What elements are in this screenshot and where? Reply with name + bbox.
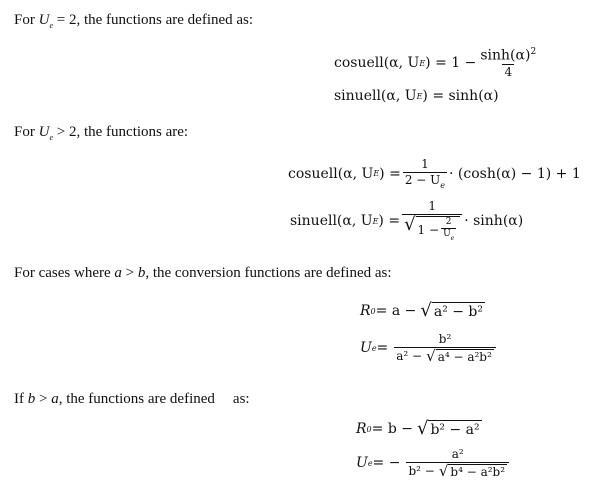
fraction <box>394 333 496 364</box>
inner-denominator: U <box>443 229 451 240</box>
eq-sign: = <box>376 340 389 357</box>
subscript: e <box>49 21 53 30</box>
text: For <box>14 12 39 28</box>
radicand: a² − b² <box>433 304 484 320</box>
paragraph-ue-greater-2 <box>14 124 188 142</box>
var-b: b <box>137 265 146 281</box>
radical-prefix: 1 − <box>417 222 440 237</box>
eq-sub: e <box>371 343 377 353</box>
eq-lhs-end: ) = <box>379 165 401 182</box>
eq-sub: e <box>367 458 373 468</box>
var-a: a <box>114 265 122 281</box>
eq-lhs: U <box>356 455 368 472</box>
eq-rhs: ) = sinh(α) <box>422 88 499 104</box>
subscript: e <box>450 235 455 243</box>
radical: √ b⁴ − a²b² <box>438 461 506 480</box>
eq-lhs: sinuell(α, U <box>334 88 417 104</box>
text: as: <box>232 391 250 407</box>
eq-lhs: R <box>360 303 371 319</box>
var-u: U <box>38 124 50 140</box>
equation-cosuell-1 <box>334 48 540 79</box>
radicand: a⁴ − a²b² <box>437 349 492 364</box>
text: , the functions are defined <box>58 391 215 407</box>
radical: √ a² − b² <box>420 300 484 321</box>
inner-fraction <box>441 218 456 243</box>
denominator: 4 <box>504 65 513 80</box>
inner-numerator: 2 <box>445 216 452 227</box>
subscript: e <box>49 133 53 142</box>
equation-sinuell-1 <box>334 88 499 104</box>
superscript: 2 <box>530 47 537 57</box>
text: > <box>35 391 52 407</box>
eq-sub: E <box>373 169 380 179</box>
eq-sub: 0 <box>366 424 372 434</box>
subscript: e <box>440 180 445 190</box>
radical: √ 1 − $\frac{2}{U_e}$ <box>402 214 462 243</box>
equation-ue-b <box>356 448 511 479</box>
eq-sub: E <box>416 91 423 101</box>
text: For cases where <box>14 265 115 281</box>
equation-r0-a <box>360 302 485 320</box>
eq-lhs: sinuell(α, U <box>290 213 373 230</box>
numerator: a² <box>451 447 464 461</box>
paragraph-b-greater-a <box>14 391 250 408</box>
equation-r0-b <box>356 420 482 438</box>
paragraph-a-greater-b <box>14 265 392 282</box>
numerator: 1 <box>421 157 429 171</box>
eq-lhs: cosuell(α, U <box>334 55 420 72</box>
fraction <box>402 200 462 242</box>
eq-rhs: · (cosh(α) − 1) + 1 <box>449 165 581 182</box>
paragraph-ue-equals-2 <box>14 12 253 30</box>
denominator: 2 − U <box>404 172 441 187</box>
fraction <box>403 158 447 190</box>
text: For <box>14 124 39 140</box>
text: If <box>14 391 28 407</box>
eq-sign: = − <box>372 455 401 472</box>
eq-lhs: R <box>356 421 367 437</box>
eq-lhs: U <box>360 340 372 357</box>
radical: √ b² − a² <box>416 418 480 439</box>
eq-sub: E <box>372 216 379 226</box>
numerator: 1 <box>428 199 436 213</box>
fraction <box>406 448 509 479</box>
radicand: b⁴ − a²b² <box>450 464 506 479</box>
text: = 2, the functions are defined as: <box>53 12 254 28</box>
radical: √ a⁴ − a²b² <box>426 346 492 365</box>
equation-sinuell-2 <box>290 200 523 242</box>
eq-mid: = b − <box>371 421 413 437</box>
text: , the conversion functions are defined as: <box>145 265 392 281</box>
numerator: sinh(α) <box>480 47 531 64</box>
var-u: U <box>38 12 50 28</box>
text: > 2, the functions are: <box>53 124 189 140</box>
eq-mid: = a − <box>375 303 417 319</box>
var-a: a <box>51 391 59 407</box>
fraction <box>478 48 538 79</box>
equation-cosuell-2 <box>288 158 581 190</box>
var-b: b <box>27 391 36 407</box>
text: > <box>121 265 138 281</box>
eq-rhs: · sinh(α) <box>464 213 524 230</box>
equation-ue-a <box>360 333 498 364</box>
eq-lhs: cosuell(α, U <box>288 165 374 182</box>
denominator-prefix: a² − <box>396 348 423 363</box>
eq-lhs-end: ) = 1 − <box>425 55 477 72</box>
numerator: b² <box>438 332 452 346</box>
eq-lhs-end: ) = <box>378 213 401 230</box>
eq-sub: E <box>419 58 426 68</box>
denominator-prefix: b² − <box>408 463 435 478</box>
eq-sub: 0 <box>370 306 376 316</box>
radicand: b² − a² <box>430 422 480 438</box>
